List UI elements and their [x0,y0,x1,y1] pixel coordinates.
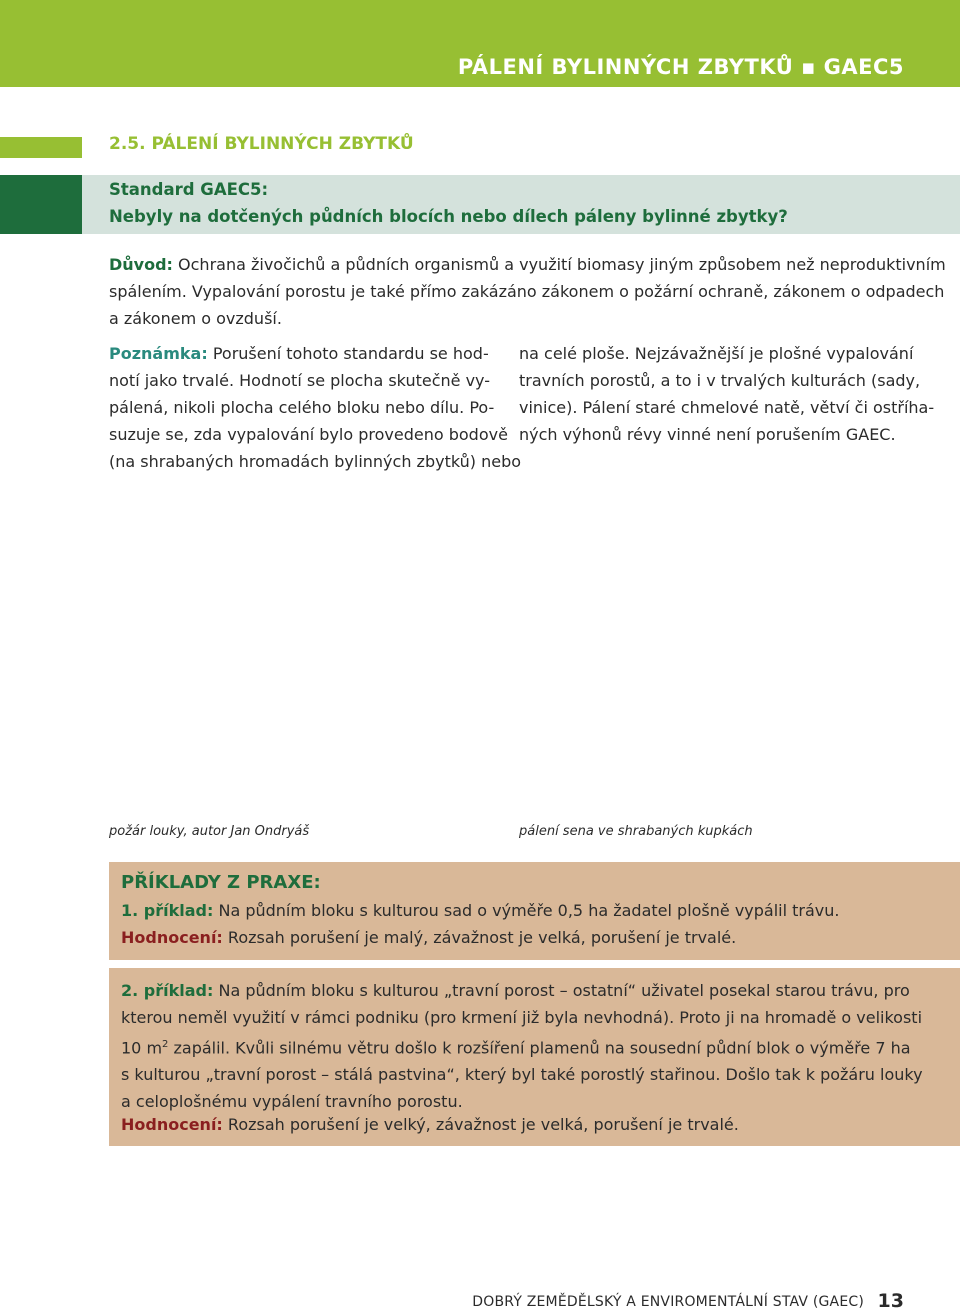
note-line: vinice). Pálení staré chmelové natě, větví či ostříha- [519,398,935,417]
example-1-eval-text: Rozsah porušení je malý, závažnost je velká, porušení je trvalé. [222,928,737,947]
example-1-label: 1. příklad: [121,901,214,920]
reason-label: Důvod: [109,255,173,274]
reason-paragraph [109,251,946,332]
example-2-line [121,1031,911,1061]
example-2-text: Na půdním bloku s kulturou „travní porost – ostatní“ uživatel posekal starou trávu, pro [213,981,910,1000]
standard-question: Nebyly na dotčených půdních blocích nebo dílech páleny bylinné zbytky? [109,207,788,226]
example-2-evaluation [121,1111,739,1138]
example-2-line: s kulturou „travní porost – stálá pastvina“, který byl také porostlý stařinou. Došlo tak k požáru louky [121,1065,923,1085]
example-2-text: 10 m [121,1038,163,1058]
example-1-text: Na půdním bloku s kulturou sad o výměře 0,5 ha žadatel plošně vypálil trávu. [213,901,840,920]
note-line: travních porostů, a to i v trvalých kulturách (sady, [519,371,921,390]
note-column-right [519,340,935,448]
footer-title: DOBRÝ ZEMĚDĚLSKÝ A ENVIROMENTÁLNÍ STAV (GAEC) [472,1294,864,1310]
standard-title: Standard GAEC5: [109,180,269,199]
note-line: na celé ploše. Nejzávažnější je plošné vypalování [519,344,914,363]
example-2-eval-text: Rozsah porušení je velký, závažnost je velká, porušení je trvalé. [222,1115,739,1134]
example-2-label: 2. příklad: [121,981,214,1000]
example-2-line [121,977,911,1004]
superscript: 2 [162,1039,169,1050]
reason-text-1: Ochrana živočichů a půdních organismů a využití biomasy jiným způsobem než neproduktivním [172,255,946,274]
section-title: 2.5. PÁLENÍ BYLINNÝCH ZBYTKŮ [109,134,414,154]
example-1-evaluation [121,924,736,951]
note-line: suzuje se, zda vypalování bylo provedeno bodově [109,425,508,444]
example-divider [109,960,905,968]
page-header-title: PÁLENÍ BYLINNÝCH ZBYTKŮ ▪ GAEC5 [457,55,904,79]
photo-caption-left: požár louky, autor Jan Ondryáš [109,824,310,839]
note-line: (na shrabaných hromadách bylinných zbytků) nebo [109,452,522,471]
example-1-line [121,897,840,924]
photo-caption-right: pálení sena ve shrabaných kupkách [519,824,753,839]
example-2-eval-label: Hodnocení: [121,1115,223,1134]
note-column-left [109,340,522,475]
example-2-line: a celoplošnému vypálení travního porostu. [121,1092,463,1112]
note-line [109,340,499,367]
practice-heading: PŘÍKLADY Z PRAXE: [121,872,321,893]
note-line: ných výhonů révy vinné není porušením GAEC. [519,425,896,444]
note-label: Poznámka: [109,344,208,363]
note-line: pálená, nikoli plocha celého bloku nebo dílu. Po- [109,398,495,417]
note-text: Porušení tohoto standardu se hod- [207,344,489,363]
note-line: notí jako trvalé. Hodnotí se plocha skutečně vy- [109,371,490,390]
example-2-text: zapálil. Kvůli silnému větru došlo k rozšíření plamenů na sousední půdní blok o výměře 7 ha [168,1038,911,1058]
reason-line-2: spálením. Vypalování porostu je také přímo zakázáno zákonem o požární ochraně, zákonem o odpadech [109,282,945,301]
example-2-paragraph [121,977,923,1115]
standard-dark-marker [0,175,82,234]
example-1-eval-label: Hodnocení: [121,928,223,947]
example-2-line: kterou neměl využití v rámci podniku (pro krmení již byla nevhodná). Proto ji na hromadě o velikosti [121,1008,923,1027]
reason-line-1 [109,251,946,278]
section-tab-marker [0,137,82,158]
page-number: 13 [877,1290,904,1312]
reason-line-3: a zákonem o ovzduší. [109,309,282,328]
